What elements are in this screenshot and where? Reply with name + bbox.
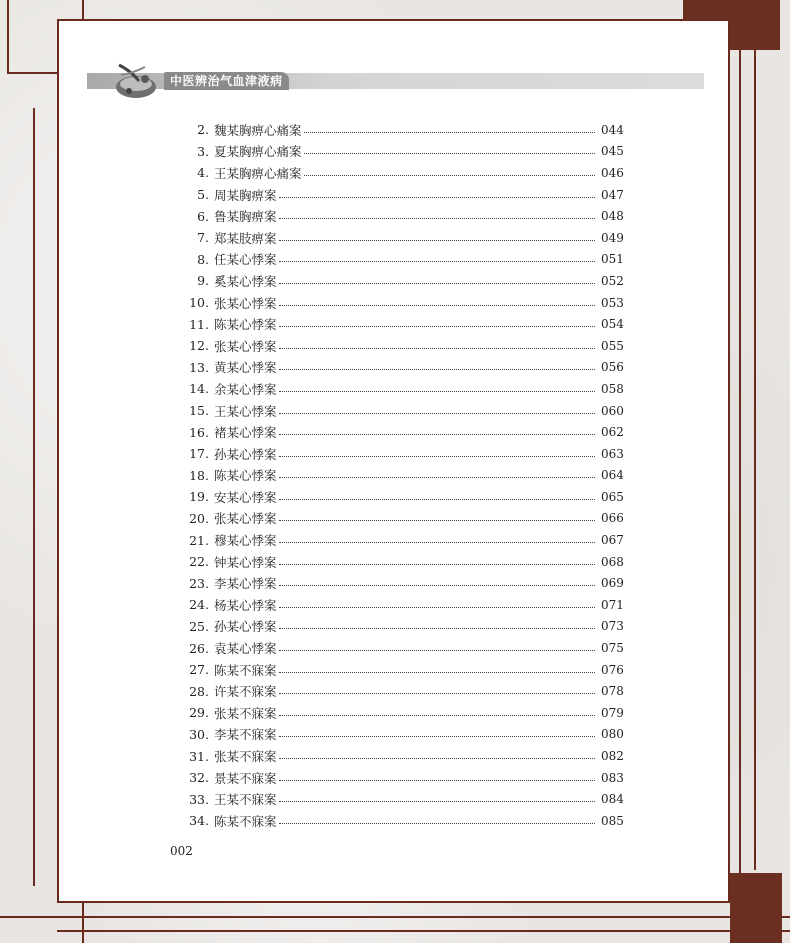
toc-dot-leader <box>279 714 595 716</box>
toc-entry-title: 黄某心悸案 <box>214 360 277 376</box>
toc-entry[interactable] <box>183 119 623 141</box>
toc-dot-leader <box>279 779 595 781</box>
toc-entry-page: 071 <box>601 597 624 612</box>
toc-entry-title: 陈某不寐案 <box>214 813 277 829</box>
toc-entry-page: 068 <box>601 554 624 569</box>
toc-entry[interactable] <box>183 724 623 746</box>
frame-line-top-left-horizontal <box>7 72 59 74</box>
toc-dot-leader <box>304 152 595 154</box>
toc-entry-number: 12. <box>189 338 209 354</box>
toc-entry[interactable] <box>183 270 623 292</box>
toc-entry[interactable] <box>183 659 623 681</box>
toc-entry-number: 11. <box>189 316 209 332</box>
toc-dot-leader <box>279 239 595 241</box>
toc-entry-title: 穆某心悸案 <box>214 533 277 549</box>
toc-entry-number: 14. <box>189 381 209 397</box>
toc-entry-number: 15. <box>189 403 209 419</box>
toc-entry-number: 25. <box>189 618 209 634</box>
toc-entry[interactable] <box>183 378 623 400</box>
toc-entry-title: 张某不寐案 <box>214 749 277 765</box>
toc-entry-number: 32. <box>189 770 209 786</box>
toc-entry-title: 张某心悸案 <box>214 511 277 527</box>
toc-entry-title: 孙某心悸案 <box>214 619 277 635</box>
toc-entry-page: 044 <box>601 122 624 137</box>
toc-entry-page: 066 <box>601 511 624 526</box>
toc-entry[interactable] <box>183 421 623 443</box>
frame-line-top-vertical-2 <box>82 0 84 20</box>
toc-entry-page: 063 <box>601 446 624 461</box>
toc-entry-title: 陈某不寐案 <box>214 662 277 678</box>
toc-entry-title: 奚某心悸案 <box>214 273 277 289</box>
toc-dot-leader <box>279 412 595 414</box>
toc-entry-page: 083 <box>601 770 624 785</box>
toc-entry[interactable] <box>183 508 623 530</box>
toc-entry-number: 8. <box>197 251 209 267</box>
toc-entry-title: 任某心悸案 <box>214 252 277 268</box>
toc-dot-leader <box>279 627 595 629</box>
toc-entry-page: 069 <box>601 576 624 591</box>
toc-entry[interactable] <box>183 141 623 163</box>
toc-entry-title: 陈某心悸案 <box>214 317 277 333</box>
toc-dot-leader <box>279 390 595 392</box>
header-title: 中医辨治气血津液病 <box>164 72 289 90</box>
toc-entry[interactable] <box>183 162 623 184</box>
toc-entry-page: 056 <box>601 360 624 375</box>
toc-entry-number: 5. <box>197 187 209 203</box>
toc-entry-page: 045 <box>601 144 624 159</box>
toc-entry[interactable] <box>183 680 623 702</box>
toc-entry[interactable] <box>183 702 623 724</box>
toc-entry-number: 16. <box>189 424 209 440</box>
toc-entry-title: 袁某心悸案 <box>214 641 277 657</box>
toc-entry[interactable] <box>183 292 623 314</box>
toc-dot-leader <box>279 563 595 565</box>
toc-entry-title: 许某不寐案 <box>214 684 277 700</box>
toc-entry[interactable] <box>183 594 623 616</box>
toc-entry[interactable] <box>183 616 623 638</box>
toc-entry-title: 余某心悸案 <box>214 381 277 397</box>
frame-line-bottom-vertical <box>82 903 84 943</box>
toc-dot-leader <box>279 196 595 198</box>
toc-dot-leader <box>279 584 595 586</box>
frame-line-right-vertical-2 <box>754 50 756 870</box>
toc-entry-title: 鲁某胸痹案 <box>214 209 277 225</box>
toc-entry-title: 李某不寐案 <box>214 727 277 743</box>
toc-entry-title: 张某心悸案 <box>214 338 277 354</box>
toc-dot-leader <box>279 260 595 262</box>
toc-entry-title: 周某胸痹案 <box>214 187 277 203</box>
toc-entry-page: 073 <box>601 619 624 634</box>
toc-entry-number: 2. <box>197 122 209 138</box>
table-of-contents <box>183 119 623 832</box>
toc-entry-title: 王某胸痹心痛案 <box>214 165 302 181</box>
toc-entry-title: 安某心悸案 <box>214 489 277 505</box>
toc-entry-number: 20. <box>189 510 209 526</box>
toc-entry-title: 王某心悸案 <box>214 403 277 419</box>
toc-entry-page: 067 <box>601 533 624 548</box>
toc-entry-number: 23. <box>189 575 209 591</box>
toc-entry[interactable] <box>183 184 623 206</box>
toc-entry-page: 085 <box>601 813 624 828</box>
frame-line-bottom-horizontal-1 <box>0 916 790 918</box>
toc-entry-page: 052 <box>601 273 624 288</box>
toc-entry-number: 6. <box>197 208 209 224</box>
toc-entry-title: 魏某胸痹心痛案 <box>214 122 302 138</box>
toc-entry-number: 29. <box>189 705 209 721</box>
toc-entry-number: 21. <box>189 532 209 548</box>
toc-dot-leader <box>279 347 595 349</box>
toc-entry-number: 26. <box>189 640 209 656</box>
toc-entry[interactable] <box>183 788 623 810</box>
toc-entry-number: 28. <box>189 683 209 699</box>
toc-dot-leader <box>279 541 595 543</box>
frame-line-left-vertical <box>33 108 35 886</box>
toc-dot-leader <box>279 735 595 737</box>
toc-dot-leader <box>279 671 595 673</box>
toc-dot-leader <box>279 800 595 802</box>
toc-entry-page: 060 <box>601 403 624 418</box>
toc-entry-title: 李某心悸案 <box>214 576 277 592</box>
toc-entry[interactable] <box>183 572 623 594</box>
toc-entry-title: 景某不寐案 <box>214 770 277 786</box>
toc-entry-number: 4. <box>197 165 209 181</box>
toc-dot-leader <box>279 455 595 457</box>
toc-entry-title: 张某心悸案 <box>214 295 277 311</box>
toc-entry[interactable] <box>183 443 623 465</box>
toc-entry-page: 079 <box>601 705 624 720</box>
toc-entry-title: 杨某心悸案 <box>214 597 277 613</box>
toc-entry-page: 048 <box>601 209 624 224</box>
toc-entry[interactable] <box>183 249 623 271</box>
toc-entry-title: 郑某肢痹案 <box>214 230 277 246</box>
frame-line-bottom-horizontal-2 <box>57 930 790 932</box>
herbal-medicine-logo-icon <box>111 57 161 101</box>
toc-entry-page: 078 <box>601 684 624 699</box>
toc-entry-number: 7. <box>197 230 209 246</box>
toc-entry[interactable] <box>183 205 623 227</box>
frame-line-right-vertical-1 <box>739 50 741 910</box>
toc-dot-leader <box>304 131 595 133</box>
toc-entry-number: 22. <box>189 554 209 570</box>
toc-entry-title: 陈某心悸案 <box>214 468 277 484</box>
toc-entry[interactable] <box>183 810 623 832</box>
toc-entry-number: 27. <box>189 662 209 678</box>
toc-entry-title: 张某不寐案 <box>214 705 277 721</box>
toc-entry-number: 18. <box>189 467 209 483</box>
toc-entry-number: 13. <box>189 359 209 375</box>
toc-entry[interactable] <box>183 486 623 508</box>
toc-dot-leader <box>279 757 595 759</box>
toc-dot-leader <box>304 174 595 176</box>
toc-dot-leader <box>279 476 595 478</box>
toc-entry-page: 051 <box>601 252 624 267</box>
toc-entry-number: 33. <box>189 791 209 807</box>
toc-dot-leader <box>279 433 595 435</box>
toc-entry-title: 钟某心悸案 <box>214 554 277 570</box>
toc-dot-leader <box>279 325 595 327</box>
toc-dot-leader <box>279 282 595 284</box>
toc-dot-leader <box>279 822 595 824</box>
toc-entry-number: 9. <box>197 273 209 289</box>
toc-dot-leader <box>279 498 595 500</box>
toc-entry-page: 047 <box>601 187 624 202</box>
toc-entry-page: 065 <box>601 489 624 504</box>
book-page <box>57 19 730 903</box>
toc-dot-leader <box>279 368 595 370</box>
toc-dot-leader <box>279 304 595 306</box>
toc-entry-page: 046 <box>601 165 624 180</box>
toc-entry-title: 夏某胸痹心痛案 <box>214 144 302 160</box>
toc-entry[interactable] <box>183 400 623 422</box>
toc-entry-number: 24. <box>189 597 209 613</box>
toc-entry[interactable] <box>183 465 623 487</box>
toc-entry-page: 054 <box>601 317 624 332</box>
page-number: 002 <box>170 844 193 858</box>
toc-entry[interactable] <box>183 335 623 357</box>
toc-dot-leader <box>279 649 595 651</box>
toc-entry[interactable] <box>183 767 623 789</box>
toc-entry-number: 30. <box>189 726 209 742</box>
toc-entry[interactable] <box>183 357 623 379</box>
toc-entry-page: 055 <box>601 338 624 353</box>
toc-entry[interactable] <box>183 745 623 767</box>
toc-entry-number: 19. <box>189 489 209 505</box>
toc-entry[interactable] <box>183 313 623 335</box>
toc-entry-number: 10. <box>189 295 209 311</box>
toc-dot-leader <box>279 519 595 521</box>
toc-entry-number: 31. <box>189 748 209 764</box>
toc-entry-page: 082 <box>601 749 624 764</box>
corner-block-bottom-right <box>730 873 782 943</box>
toc-entry-page: 076 <box>601 662 624 677</box>
toc-entry-page: 080 <box>601 727 624 742</box>
toc-entry-title: 褚某心悸案 <box>214 425 277 441</box>
toc-entry-page: 075 <box>601 641 624 656</box>
toc-entry-page: 084 <box>601 792 624 807</box>
toc-entry-page: 062 <box>601 425 624 440</box>
toc-entry-page: 064 <box>601 468 624 483</box>
toc-entry-number: 3. <box>197 143 209 159</box>
toc-dot-leader <box>279 217 595 219</box>
toc-entry-number: 17. <box>189 446 209 462</box>
toc-dot-leader <box>279 692 595 694</box>
toc-entry-page: 049 <box>601 230 624 245</box>
toc-dot-leader <box>279 606 595 608</box>
toc-entry[interactable] <box>183 637 623 659</box>
toc-entry[interactable] <box>183 529 623 551</box>
toc-entry-title: 孙某心悸案 <box>214 446 277 462</box>
toc-entry-page: 053 <box>601 295 624 310</box>
frame-line-top-left-vertical <box>7 0 9 74</box>
toc-entry-title: 王某不寐案 <box>214 792 277 808</box>
toc-entry-page: 058 <box>601 381 624 396</box>
toc-entry[interactable] <box>183 551 623 573</box>
toc-entry[interactable] <box>183 227 623 249</box>
toc-entry-number: 34. <box>189 813 209 829</box>
